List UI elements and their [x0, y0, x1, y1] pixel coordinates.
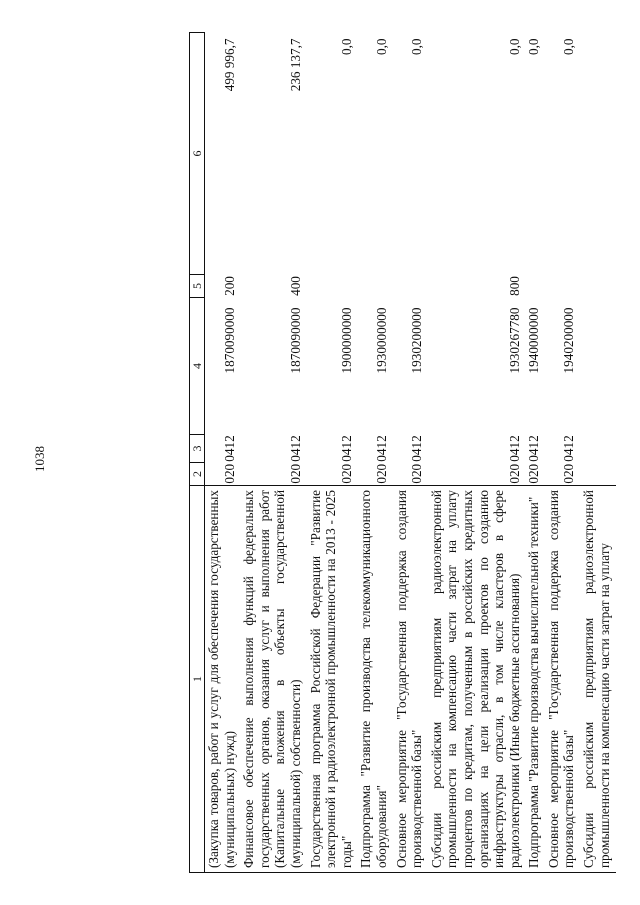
row-ministry-code: 020 — [338, 463, 354, 484]
row-amount: 0,0 — [526, 38, 542, 55]
row-target-article: 1940000000 — [526, 307, 542, 374]
budget-table — [189, 32, 616, 873]
column-header-1: 1 — [190, 486, 205, 873]
table-row — [429, 33, 527, 873]
row-name: (Закупка товаров, работ и услуг для обеспечения государственных (муниципальных) нужд) — [205, 486, 242, 873]
row-target-article: 1870090000 — [221, 307, 237, 374]
table-row — [394, 33, 429, 873]
row-section-code: 0412 — [287, 435, 303, 462]
row-expense-type: 400 — [287, 276, 303, 296]
row-name: Подпрограмма "Развитие производства вычислительной техники" — [526, 486, 546, 873]
row-amount: 499 996,7 — [221, 38, 237, 92]
row-expense-type — [308, 275, 359, 298]
row-target-article: 1940200000 — [561, 307, 577, 374]
row-target-article: 1930000000 — [373, 307, 389, 374]
row-amount — [581, 33, 616, 275]
row-section-code: 0412 — [526, 435, 542, 462]
table-row — [358, 33, 393, 873]
row-section-code: 0412 — [409, 435, 425, 462]
row-target-article: 1900000000 — [338, 307, 354, 374]
budget-table-sheet — [189, 33, 640, 873]
table-row — [546, 33, 581, 873]
row-ministry-code: 020 — [287, 463, 303, 484]
row-target-article: 1870090000 — [287, 307, 303, 374]
column-header-6: 6 — [190, 33, 205, 275]
row-amount: 236 137,7 — [287, 38, 303, 92]
column-header-3: 3 — [190, 435, 205, 463]
row-name: Государственная программа Российской Федерации "Развитие электронной и радиоэлектронной промышленности на 2013 - 2025 годы" — [308, 486, 359, 873]
row-ministry-code: 020 — [506, 463, 522, 484]
row-ministry-code: 020 — [221, 463, 237, 484]
row-expense-type — [358, 275, 393, 298]
row-amount: 0,0 — [506, 38, 522, 55]
table-header-row — [190, 33, 205, 873]
column-header-5: 5 — [190, 275, 205, 298]
row-ministry-code: 020 — [373, 463, 389, 484]
column-header-2: 2 — [190, 463, 205, 486]
row-name: Основное мероприятие "Государственная поддержка создания производственной базы" — [546, 486, 581, 873]
row-ministry-code — [581, 463, 616, 486]
table-row — [526, 33, 546, 873]
column-header-4: 4 — [190, 298, 205, 435]
row-ministry-code: 020 — [409, 463, 425, 484]
row-amount: 0,0 — [338, 38, 354, 55]
row-name: Субсидии российским предприятиям радиоэлектронной промышленности на компенсацию части затрат на уплату — [581, 486, 616, 873]
table-row — [581, 33, 616, 873]
row-amount: 0,0 — [409, 38, 425, 55]
row-amount: 0,0 — [561, 38, 577, 55]
row-name: Финансовое обеспечение выполнения функций федеральных государственных органов, оказания услуг и выполнения работ (Капитальные вложения в объекты государственной (муниципальной) собственности) — [241, 486, 307, 873]
row-name: Основное мероприятие "Государственная поддержка создания производственной базы" — [394, 486, 429, 873]
row-section-code: 0412 — [373, 435, 389, 462]
row-ministry-code: 020 — [526, 463, 542, 484]
row-expense-type — [526, 275, 546, 298]
row-ministry-code: 020 — [561, 463, 577, 484]
table-row — [308, 33, 359, 873]
page-number: 1038 — [32, 446, 47, 472]
row-target-article: 1930200000 — [409, 307, 425, 374]
row-expense-type — [546, 275, 581, 298]
row-section-code: 0412 — [221, 435, 237, 462]
table-row — [241, 33, 307, 873]
row-name: Подпрограмма "Развитие производства телекоммуникационного оборудования" — [358, 486, 393, 873]
row-section-code: 0412 — [338, 435, 354, 462]
row-expense-type: 200 — [221, 276, 237, 296]
row-expense-type — [394, 275, 429, 298]
row-amount: 0,0 — [373, 38, 389, 55]
row-section-code: 0412 — [506, 435, 522, 462]
row-expense-type — [581, 275, 616, 298]
row-target-article — [581, 298, 616, 435]
row-section-code — [581, 435, 616, 463]
row-name: Субсидии российским предприятиям радиоэлектронной промышленности на компенсацию части затрат на уплату процентов по кредитам, полученным в российских кредитных организациях на цели реализации проектов по созданию инфраструктуры отрасли, в том числе кластеров в сфере радиоэлектроники (Иные бюджетные ассигнования) — [429, 486, 527, 873]
row-section-code: 0412 — [561, 435, 577, 462]
row-target-article: 1930267780 — [506, 307, 522, 374]
table-row — [205, 33, 242, 873]
row-expense-type: 800 — [506, 276, 522, 296]
